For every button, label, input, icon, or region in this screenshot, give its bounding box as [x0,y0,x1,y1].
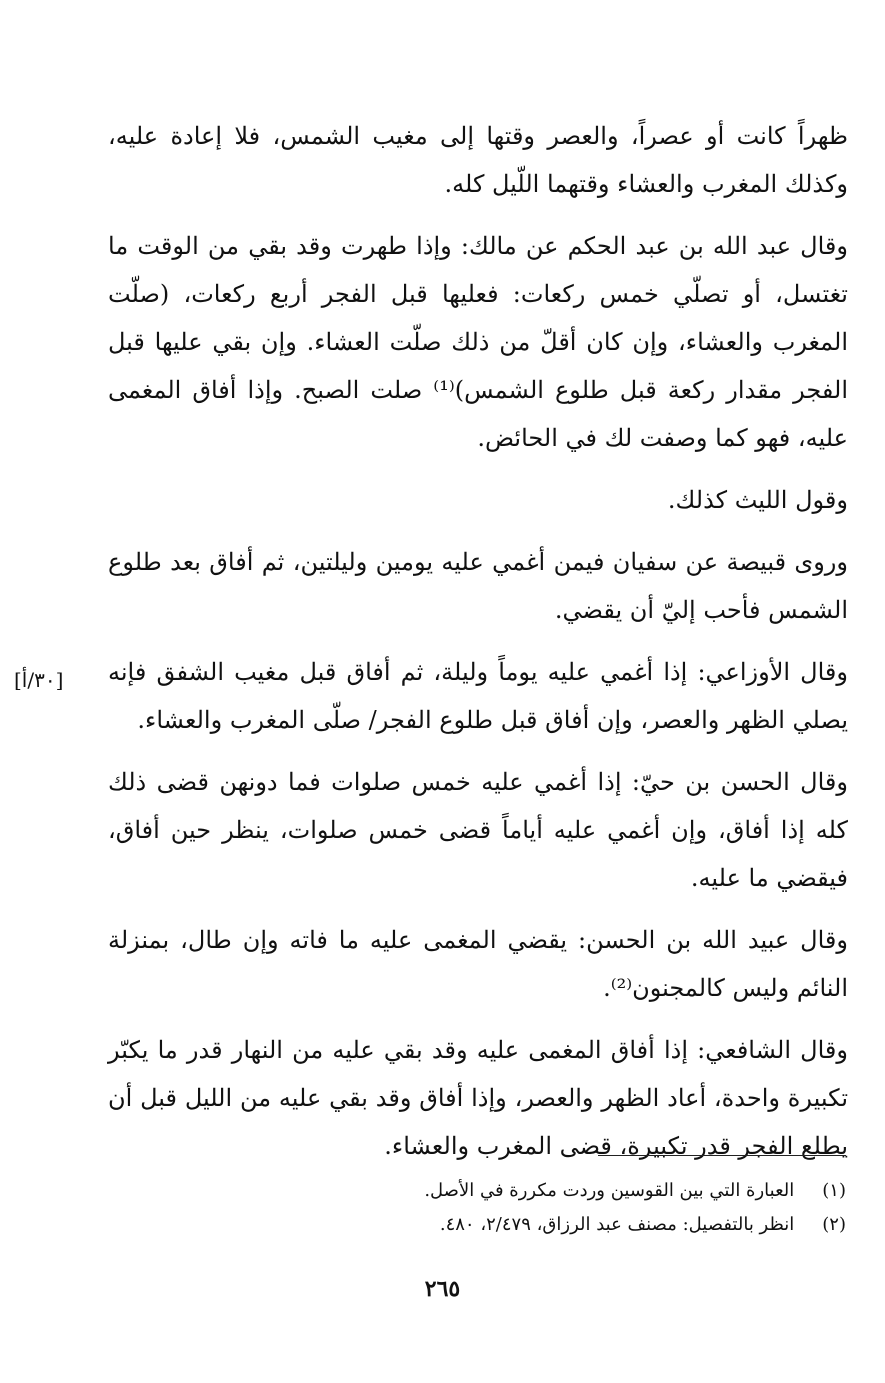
paragraph: وقال الحسن بن حيّ: إذا أغمي عليه خمس صلوات فما دونهن قضى ذلك كله إذا أفاق، وإن أغمي عليه أياماً قضى خمس صلوات، ينظر حين أفاق، فيقضي ما عليه. [108,768,848,892]
page-number: ٢٦٥ [424,1276,461,1302]
footnote-number: (٢) [822,1214,846,1235]
paragraph: وقال عبد الله بن عبد الحكم عن مالك: وإذا طهرت وقد بقي من الوقت ما تغتسل، أو تصلّي خمس ركعات: فعليها قبل الفجر أربع ركعات، (صلّت المغرب والعشاء، وإن كان أقلّ من ذلك صلّت العشاء. وإن بقي عليها قبل الفجر مقدار ركعة قبل طلوع الشمس)⁽¹⁾ صلت الصبح. وإذا أفاق المغمى عليه، فهو كما وصفت لك في الحائض. [108,232,848,452]
paragraph: ظهراً كانت أو عصراً، والعصر وقتها إلى مغيب الشمس، فلا إعادة عليه، وكذلك المغرب والعشاء وقتهما اللّيل كله. [108,122,849,198]
paragraph: وروى قبيصة عن سفيان فيمن أغمي عليه يومين وليلتين، ثم أفاق بعد طلوع الشمس فأحب إليّ أن يقضي. [108,548,848,624]
footnote-item [108,1174,846,1208]
paragraph: وقال الشافعي: إذا أفاق المغمى عليه وقد بقي عليه من النهار قدر ما يكبّر تكبيرة واحدة، أعاد الظهر والعصر، وإذا أفاق وقد بقي عليه من الليل قبل أن يطلع الفجر قدر تكبيرة، قضى المغرب والعشاء. [108,1036,848,1160]
paragraph: وقال عبيد الله بن الحسن: يقضي المغمى عليه ما فاته وإن طال، بمنزلة النائم وليس كالمجنون⁽²⁾. [108,926,848,1002]
paragraph: وقال الأوزاعي: إذا أغمي عليه يوماً وليلة، ثم أفاق قبل مغيب الشفق فإنه يصلي الظهر والعصر، وإن أفاق قبل طلوع الفجر/ صلّى المغرب والعشاء. [108,658,848,734]
footnote-text: انظر بالتفصيل: مصنف عبد الرزاق، ٢/٤٧٩، ٤٨٠. [439,1214,795,1235]
footnote-text: العبارة التي بين القوسين وردت مكررة في الأصل. [424,1180,795,1201]
main-text [108,112,848,1184]
footnotes [108,1174,846,1242]
manuscript-folio-marker: [٣٠/أ] [14,668,64,692]
footnote-divider [598,1155,846,1156]
paragraph: وقول الليث كذلك. [667,486,848,514]
footnote-number: (١) [822,1180,846,1201]
footnote-item [108,1208,846,1242]
